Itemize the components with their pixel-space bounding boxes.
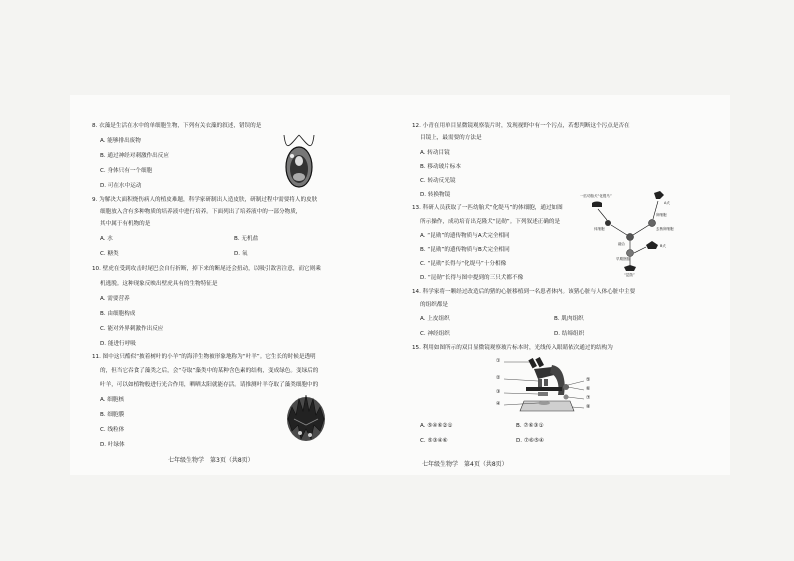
cloning-label-body-cell: 体细胞: [594, 227, 605, 231]
q8-option-c: C. 身体只有一个细胞: [100, 168, 153, 174]
q10-stem-line-2: 机逃脱。这种现象反映出壁虎具有的生物特征是: [100, 281, 218, 287]
q9-stem-line-2: 细胞放入含有多种物质的培养液中进行培养。下面列出了培养液中的一部分物质，: [100, 209, 302, 215]
q12-option-c: C. 转动反光镜: [420, 178, 456, 184]
q15-option-d: D. ⑦⑥⑤④: [516, 438, 544, 444]
cloning-label-egg-cell: 卵细胞: [656, 213, 667, 217]
q10-option-a: A. 需要营养: [100, 296, 130, 302]
microscope-label-5: ⑤: [586, 377, 591, 383]
microscope-label-1: ①: [496, 358, 501, 364]
q10-stem-line-1: 10. 壁虎在受到攻击时尾巴会自行折断，掉下来的断尾还会扭动，以吸引敌害注意，而它则乘: [92, 266, 321, 272]
q13-option-c: C. “昆勋”长得与“化缇马”十分相像: [420, 261, 507, 267]
q9-stem-line-3: 其中属于有机物的是: [100, 221, 151, 227]
q8-option-a: A. 能够排出废物: [100, 138, 141, 144]
chlamydomonas-figure: [278, 131, 320, 193]
exam-sheet: [70, 95, 730, 475]
q9-option-d: D. 氧: [234, 251, 248, 257]
q8-stem: 8. 衣藻是生活在水中的单细胞生物，下列有关衣藻的叙述，错误的是: [92, 123, 262, 129]
microscope-label-2: ②: [496, 375, 501, 381]
q14-stem-line-2: 的组织都是: [420, 302, 448, 308]
q12-stem-line-2: 目镜上，最需要的方法是: [420, 135, 482, 141]
q14-option-a: A. 上皮组织: [420, 316, 450, 322]
q14-option-c: C. 神经组织: [420, 331, 450, 337]
q12-stem-line-1: 12. 小青在用单目显微镜观察装片时，发现视野中有一个污点，若想判断这个污点是否在: [412, 123, 630, 129]
q10-option-d: D. 能进行呼吸: [100, 341, 136, 347]
microscope-label-4: ④: [496, 401, 501, 407]
cloning-diagram: [580, 187, 680, 279]
q13-stem-line-1: 13. 科研人员获取了一匹幼胎犬“化缇马”的体细胞，通过如图: [412, 205, 563, 211]
q13-option-b: B. “昆勋”的遗传物质与B犬完全相同: [420, 247, 510, 253]
q14-stem-line-1: 14. 科学家将一颗经过改造后的猪的心脏移植到一名患者体内。该猪心脏与人体心脏中主要: [412, 289, 636, 295]
q11-stem-line-2: 的，但当它吞食了藻类之后，会“夺取”藻类中的某种含色素的结构，变成绿色。变绿后的: [100, 368, 319, 374]
q9-option-c: C. 糖类: [100, 251, 119, 257]
cloning-label-nucleus-cell: 去核卵细胞: [656, 227, 674, 231]
q12-option-a: A. 转动目镜: [420, 150, 450, 156]
q8-option-d: D. 可在水中运动: [100, 183, 142, 189]
q12-option-b: B. 移动玻片标本: [420, 164, 461, 170]
q11-option-d: D. 叶绿体: [100, 442, 125, 448]
q11-option-b: B. 细胞膜: [100, 412, 125, 418]
q8-option-b: B. 通过神经对刺激作出反应: [100, 153, 169, 159]
leaf-sheep-figure: [284, 389, 328, 445]
cloning-label-b-dog: B犬: [660, 244, 666, 248]
q13-option-d: D. “昆勋”长得与图中提到的三只犬都不像: [420, 275, 524, 281]
q13-option-a: A. “昆勋”的遗传物质与A犬完全相同: [420, 233, 510, 239]
q11-stem-line-3: 叶羊，可以如植物般进行光合作用，晒晒太阳就能存活。请推测叶羊夺取了藻类细胞中的: [100, 382, 319, 388]
cloning-label-result: “昆勋”: [624, 273, 635, 277]
cloning-label-embryo: 早期胚胎: [616, 257, 630, 261]
q10-option-b: B. 由细胞构成: [100, 311, 136, 317]
cloning-label-a-dog: A犬: [664, 201, 670, 205]
q15-stem: 15. 利用如图所示的双目显微镜观察玻片标本时，光线传入眼睛依次通过的结构为: [412, 345, 613, 351]
cloning-label-fusion: 融合: [618, 242, 625, 246]
microscope-figure: [494, 357, 604, 419]
q14-option-b: B. 肌肉组织: [554, 316, 584, 322]
q13-stem-line-2: 所示操作，成功培育出克隆犬“昆勋”。下列叙述正确的是: [420, 219, 561, 225]
microscope-label-3: ③: [496, 389, 501, 395]
q10-option-c: C. 能对外界刺激作出反应: [100, 326, 164, 332]
q15-option-a: A. ⑤④⑥②①: [420, 423, 453, 429]
cloning-label-donor: 一匹幼胎犬“化缇马”: [580, 194, 612, 198]
microscope-label-6: ⑥: [586, 386, 591, 392]
q9-option-b: B. 无机盐: [234, 236, 259, 242]
q14-option-d: D. 结缔组织: [554, 331, 585, 337]
microscope-label-7: ⑦: [586, 395, 591, 401]
q9-option-a: A. 水: [100, 236, 113, 242]
q11-stem-line-1: 11. 图中这只酷似“披着树叶的小羊”的海洋生物被形象地称为“叶羊”。它生长的时候是透明: [92, 354, 316, 360]
q15-option-b: B. ⑦⑥③①: [516, 423, 544, 429]
left-page-footer: 七年级生物学 第3页（共8页）: [168, 457, 254, 464]
microscope-label-8: ⑧: [586, 404, 591, 410]
q11-option-c: C. 线粒体: [100, 427, 125, 433]
q15-option-c: C. ⑤③④⑥: [420, 438, 448, 444]
q9-stem-line-1: 9. 为解决大面积烧伤病人的植皮难题，科学家研制出人造皮肤，研制过程中需要将人的皮肤: [92, 197, 318, 203]
q11-option-a: A. 细胞核: [100, 397, 125, 403]
q12-option-d: D. 转换物镜: [420, 192, 451, 198]
right-page-footer: 七年级生物学 第4页（共8页）: [422, 461, 508, 468]
